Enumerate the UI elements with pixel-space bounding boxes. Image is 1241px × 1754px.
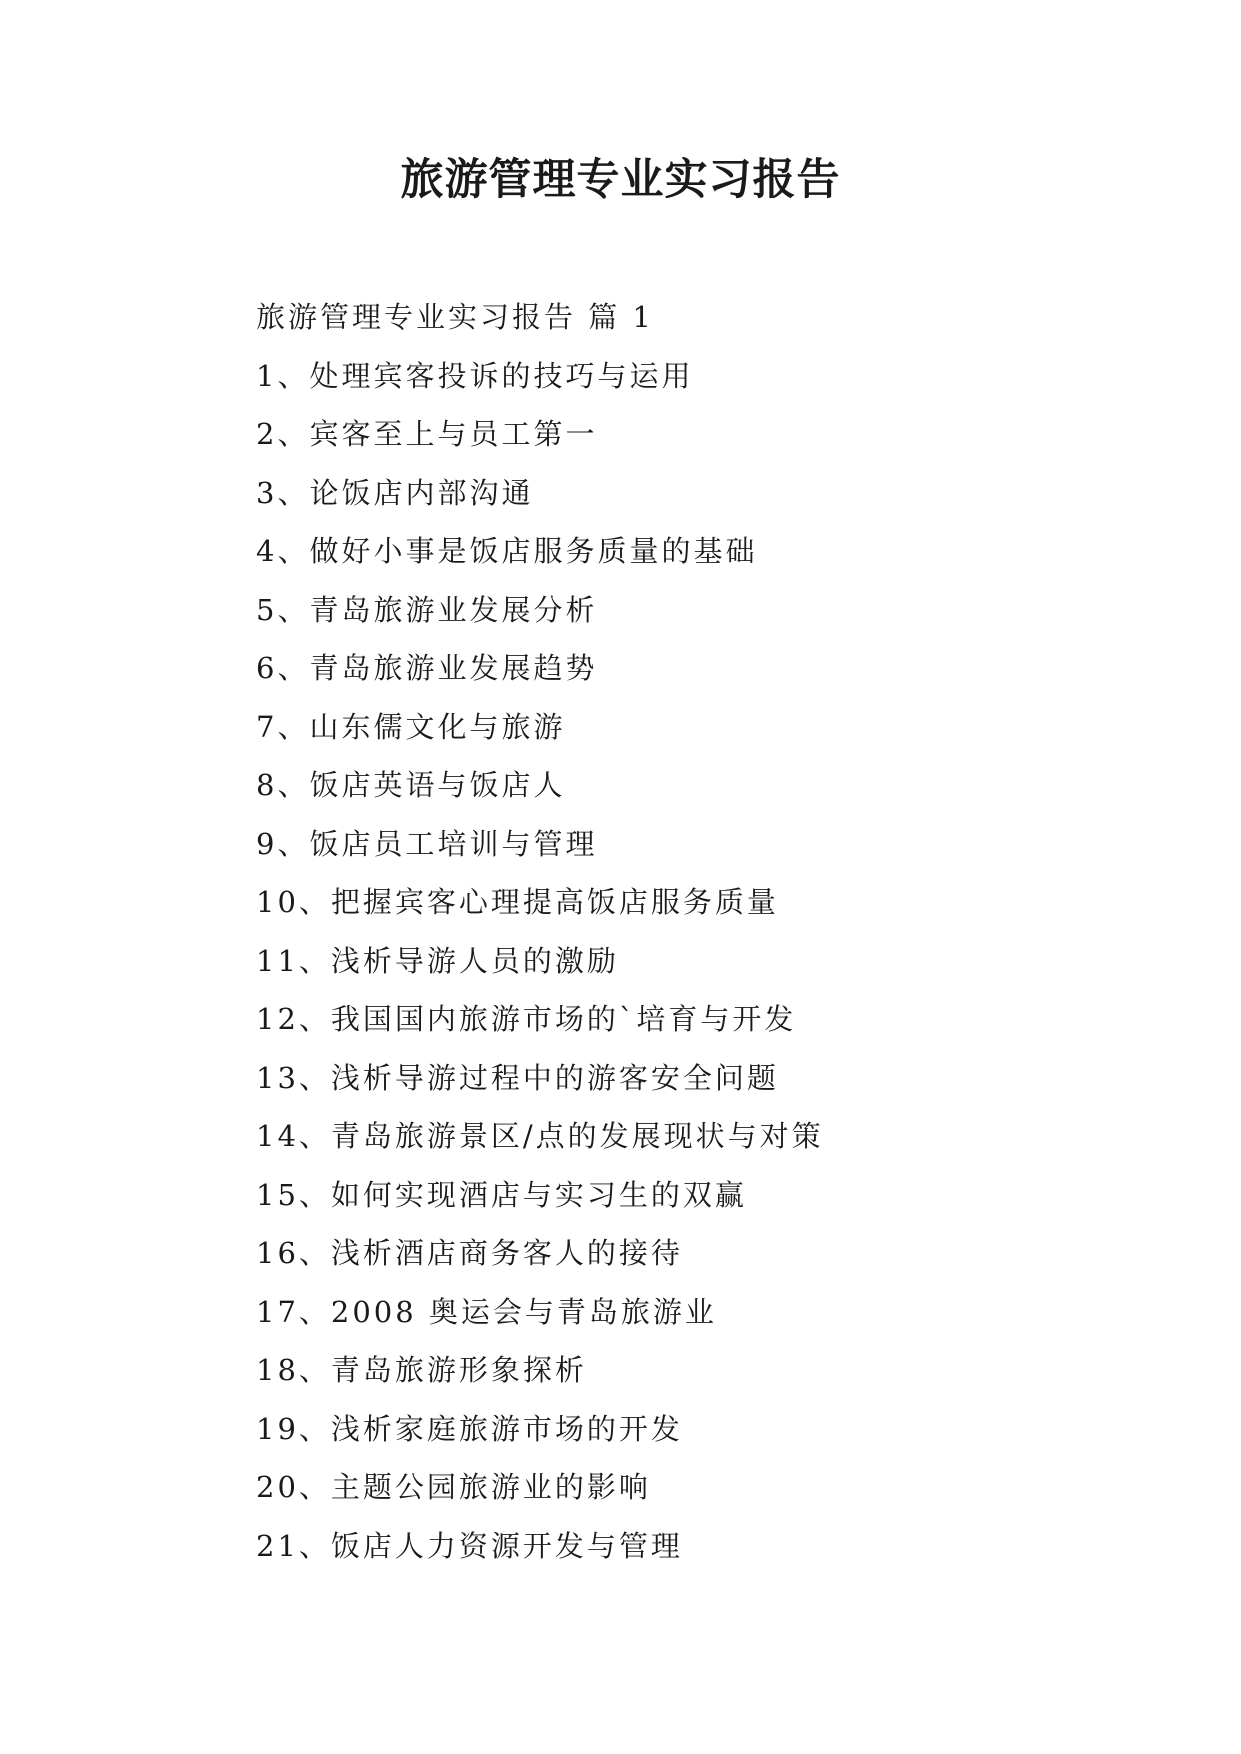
list-item: 20、主题公园旅游业的影响 (256, 1470, 651, 1504)
list-item: 16、浅析酒店商务客人的接待 (256, 1236, 683, 1270)
topic-list (256, 288, 1156, 1575)
list-item: 15、如何实现酒店与实习生的双赢 (256, 1177, 747, 1212)
list-item: 4、做好小事是饭店服务质量的基础 (256, 534, 758, 568)
list-item: 19、浅析家庭旅游市场的开发 (256, 1411, 683, 1446)
list-item: 7、山东儒文化与旅游 (256, 709, 566, 744)
list-item: 2、宾客至上与员工第一 (256, 417, 598, 451)
list-item: 5、青岛旅游业发展分析 (256, 592, 598, 627)
list-item: 12、我国国内旅游市场的`培育与开发 (256, 1002, 797, 1036)
list-item: 14、青岛旅游景区/点的发展现状与对策 (256, 1119, 824, 1153)
list-item: 8、饭店英语与饭店人 (256, 768, 566, 802)
list-item: 11、浅析导游人员的激励 (256, 943, 619, 978)
list-item: 6、青岛旅游业发展趋势 (256, 651, 598, 685)
list-item: 18、青岛旅游形象探析 (256, 1353, 587, 1387)
list-item: 17、2008 奥运会与青岛旅游业 (256, 1294, 717, 1329)
document-title: 旅游管理专业实习报告 (400, 155, 841, 205)
list-item: 9、饭店员工培训与管理 (256, 826, 598, 861)
list-item: 3、论饭店内部沟通 (256, 475, 534, 510)
list-item: 21、饭店人力资源开发与管理 (256, 1528, 683, 1563)
list-item: 1、处理宾客投诉的技巧与运用 (256, 358, 694, 393)
list-item: 10、把握宾客心理提高饭店服务质量 (256, 885, 779, 919)
list-item: 13、浅析导游过程中的游客安全问题 (256, 1060, 779, 1095)
section-heading: 旅游管理专业实习报告 篇 1 (256, 300, 654, 334)
